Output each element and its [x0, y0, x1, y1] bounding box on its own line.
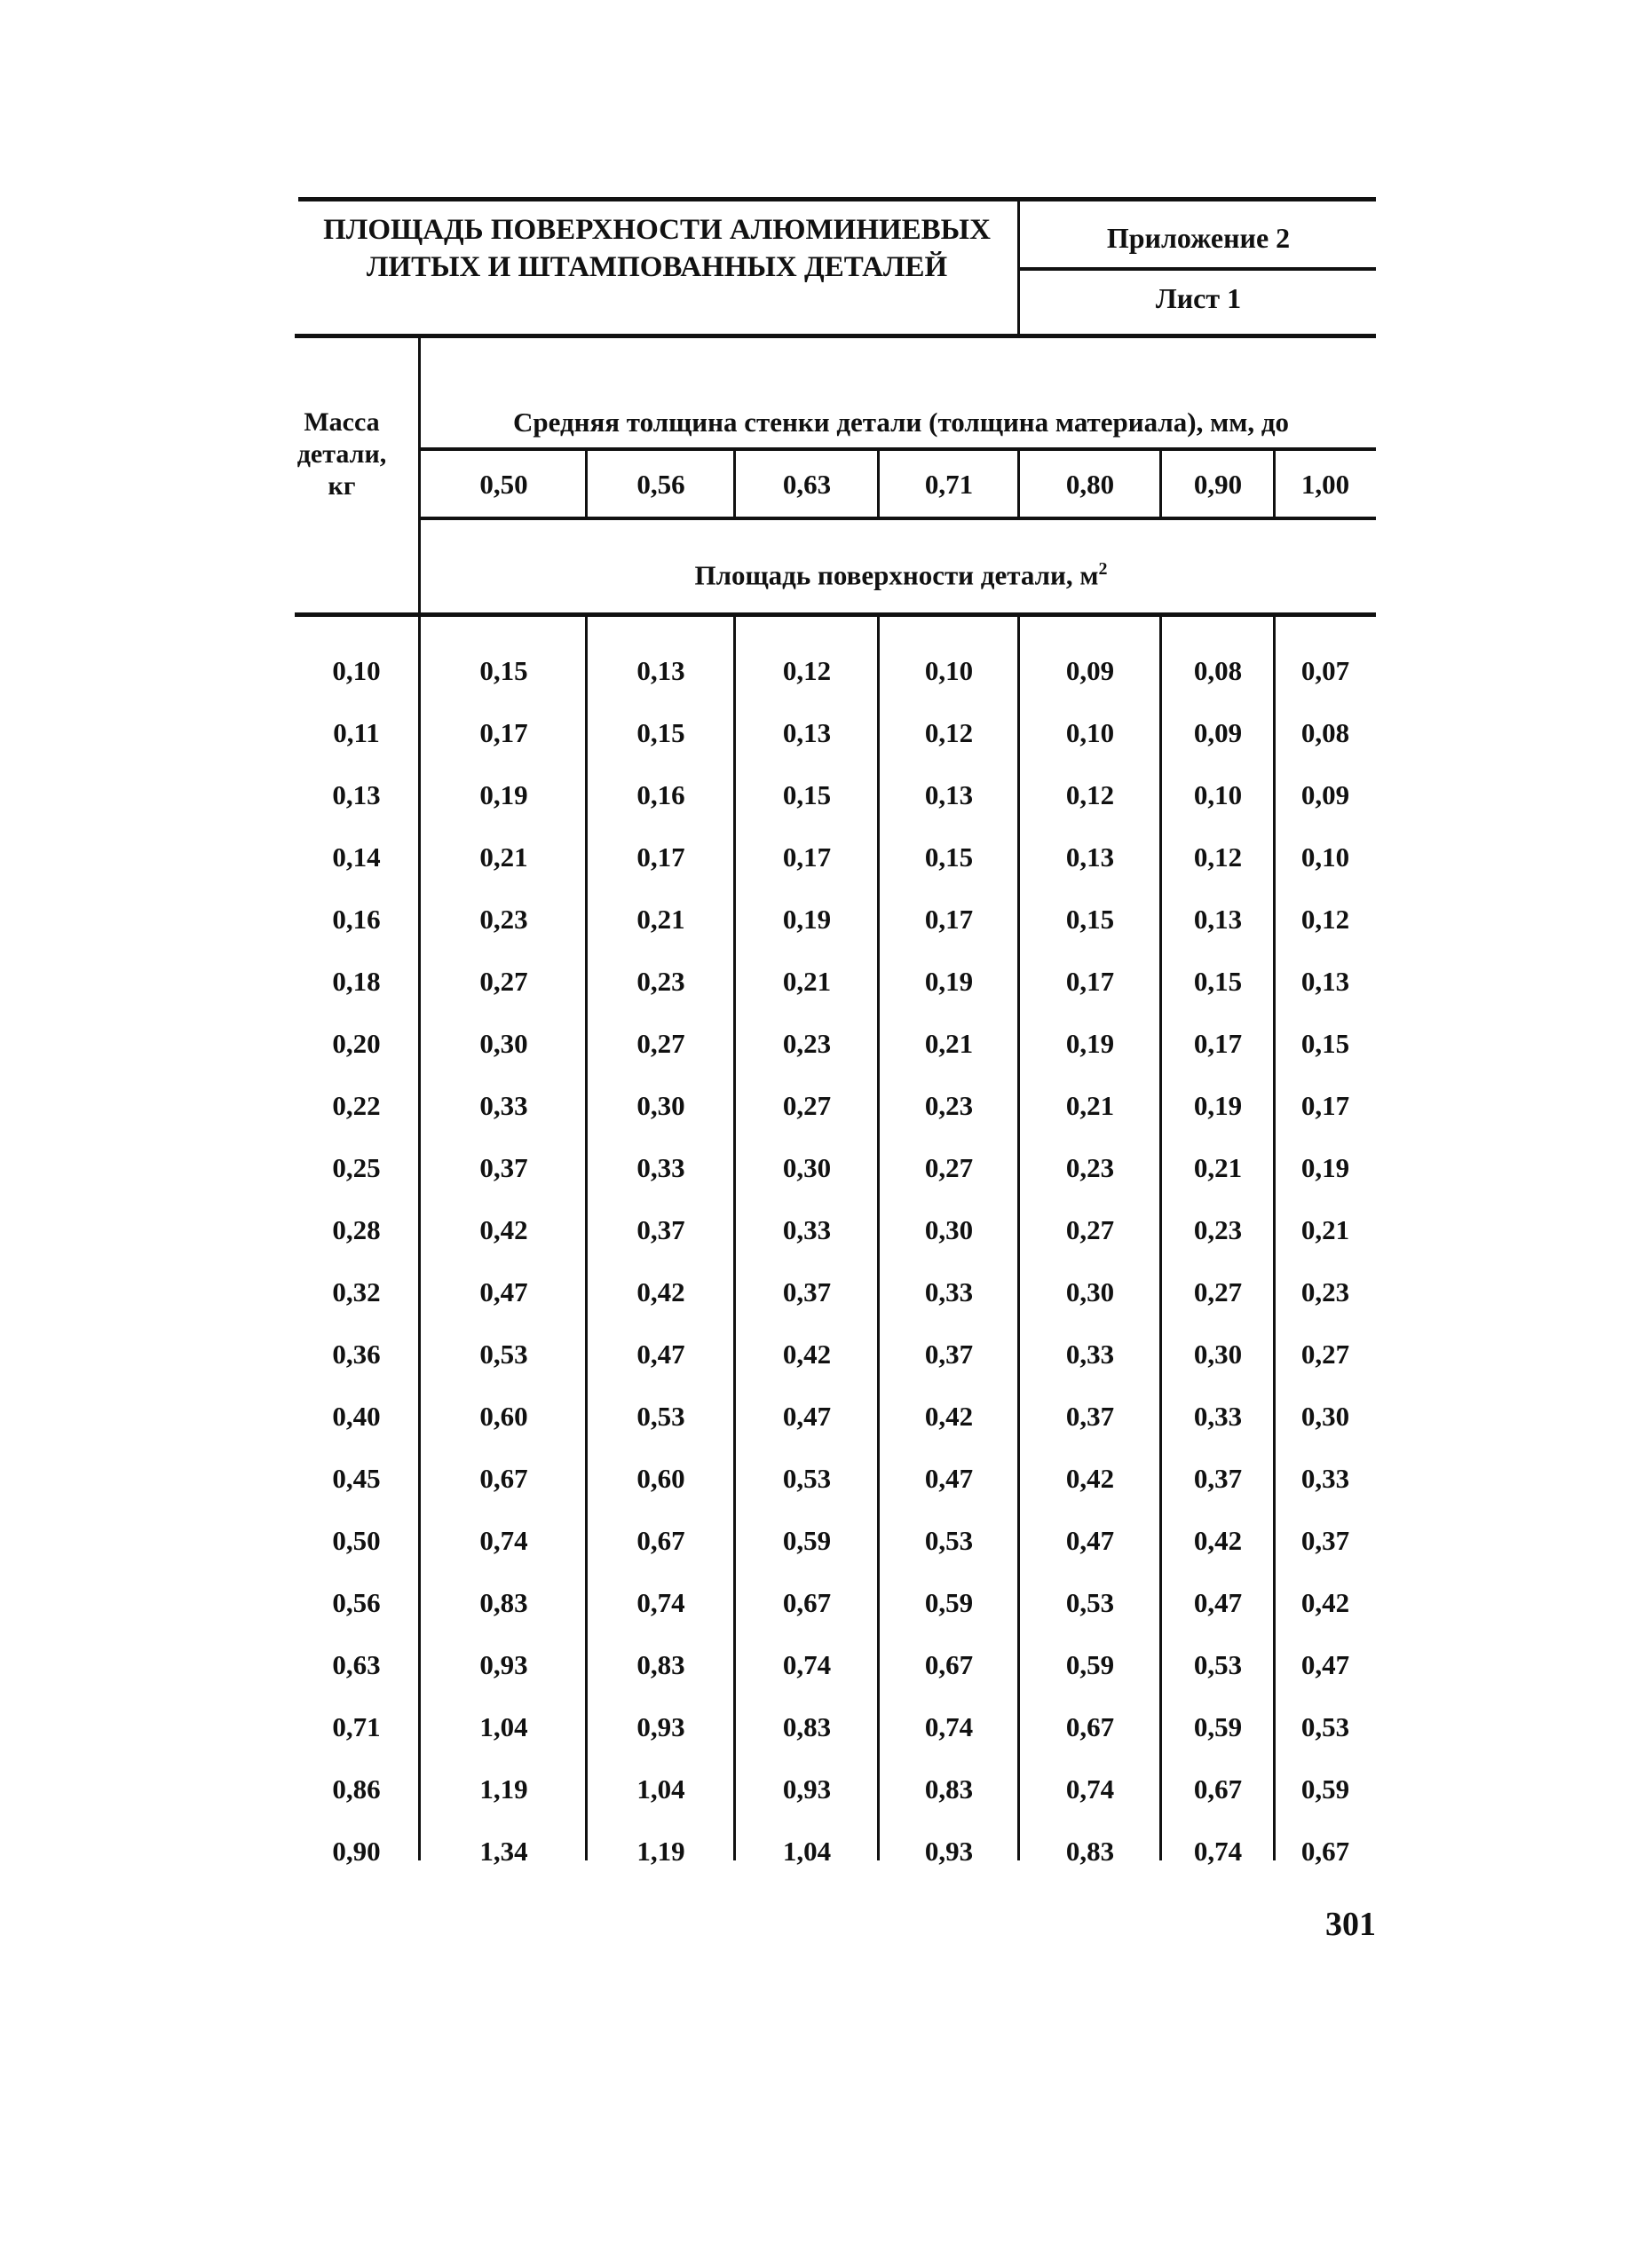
thickness-value-6: 0,90	[1193, 469, 1243, 500]
area-cell: 0,19	[1300, 1152, 1350, 1183]
thickness-value-3: 0,63	[782, 469, 832, 500]
area-cell: 0,93	[924, 1836, 974, 1867]
area-cell: 0,17	[924, 904, 974, 935]
area-cell: 0,08	[1193, 655, 1243, 686]
title-line-1: ПЛОЩАДЬ ПОВЕРХНОСТИ АЛЮМИНИЕВЫХ	[323, 214, 991, 246]
area-cell: 0,37	[1065, 1401, 1115, 1432]
page-number: 301	[1325, 1906, 1376, 1943]
area-cell: 0,15	[479, 655, 528, 686]
area-cell: 0,15	[782, 779, 832, 810]
area-cell: 0,30	[479, 1028, 528, 1059]
area-cell: 0,23	[1193, 1214, 1243, 1245]
title-line-2: ЛИТЫХ И ШТАМПОВАННЫХ ДЕТАЛЕЙ	[366, 251, 948, 283]
area-cell: 0,21	[924, 1028, 974, 1059]
area-cell: 0,83	[479, 1587, 528, 1618]
area-cell: 0,17	[1065, 966, 1115, 997]
mass-cell: 0,14	[332, 841, 381, 873]
area-cell: 0,53	[924, 1525, 974, 1556]
thickness-cell-divider	[1273, 449, 1276, 518]
area-cell: 0,15	[1300, 1028, 1350, 1059]
area-cell: 0,67	[636, 1525, 685, 1556]
sheet-label: Лист 1	[1155, 282, 1242, 314]
table-header-bottom-rule	[295, 612, 1376, 617]
area-cell: 0,21	[1193, 1152, 1243, 1183]
area-cell: 0,53	[1193, 1649, 1243, 1680]
thickness-value-1: 0,50	[479, 469, 528, 500]
thickness-cell-divider	[733, 449, 736, 518]
mass-cell: 0,22	[332, 1090, 381, 1121]
area-cell: 0,23	[1065, 1152, 1115, 1183]
area-cell: 0,13	[924, 779, 974, 810]
area-cell: 0,15	[636, 717, 685, 748]
area-cell: 0,83	[782, 1711, 832, 1742]
area-cell: 0,42	[1065, 1463, 1115, 1494]
area-cell: 0,13	[1193, 904, 1243, 935]
area-cell: 0,19	[479, 779, 528, 810]
area-cell: 0,21	[1300, 1214, 1350, 1245]
area-cell: 0,59	[924, 1587, 974, 1618]
area-cell: 0,07	[1300, 655, 1350, 686]
area-cell: 0,59	[782, 1525, 832, 1556]
area-cell: 1,34	[479, 1836, 528, 1867]
area-cell: 0,17	[636, 841, 685, 873]
area-cell: 0,42	[479, 1214, 528, 1245]
appendix-label: Приложение 2	[1106, 222, 1291, 254]
area-cell: 0,30	[1065, 1276, 1115, 1307]
area-cell: 0,74	[1065, 1773, 1115, 1805]
area-cell: 0,27	[782, 1090, 832, 1121]
area-cell: 0,33	[1065, 1339, 1115, 1370]
area-cell: 0,13	[636, 655, 685, 686]
area-cell: 0,27	[1300, 1339, 1350, 1370]
area-cell: 0,53	[636, 1401, 685, 1432]
area-cell: 0,12	[1300, 904, 1350, 935]
thickness-cell-divider	[877, 449, 880, 518]
area-cell: 0,30	[924, 1214, 974, 1245]
area-cell: 0,93	[479, 1649, 528, 1680]
area-cell: 0,27	[479, 966, 528, 997]
area-cell: 0,74	[479, 1525, 528, 1556]
mass-cell: 0,32	[332, 1276, 381, 1307]
area-cell: 0,10	[1193, 779, 1243, 810]
mass-column-header	[275, 407, 408, 502]
area-cell: 0,67	[924, 1649, 974, 1680]
area-cell: 0,30	[782, 1152, 832, 1183]
appendix-sheet-rule	[1017, 267, 1376, 271]
area-cell: 0,67	[782, 1587, 832, 1618]
area-cell: 0,17	[1300, 1090, 1350, 1121]
area-cell: 0,13	[1300, 966, 1350, 997]
mass-cell: 0,13	[332, 779, 381, 810]
header-divider	[1017, 197, 1020, 336]
area-cell: 0,30	[1193, 1339, 1243, 1370]
area-cell: 0,42	[924, 1401, 974, 1432]
thickness-cell-divider	[1017, 449, 1020, 518]
area-cell: 0,53	[479, 1339, 528, 1370]
thickness-value-4: 0,71	[924, 469, 974, 500]
area-cell: 0,53	[1065, 1587, 1115, 1618]
area-cell: 0,42	[1193, 1525, 1243, 1556]
area-cell: 0,83	[924, 1773, 974, 1805]
area-cell: 0,30	[1300, 1401, 1350, 1432]
area-cell: 0,42	[636, 1276, 685, 1307]
area-cell: 0,74	[1193, 1836, 1243, 1867]
mass-header-line-1: Масса	[304, 407, 380, 437]
area-cell: 0,47	[1193, 1587, 1243, 1618]
area-cell: 0,27	[1065, 1214, 1115, 1245]
area-cell: 0,67	[479, 1463, 528, 1494]
area-cell: 0,10	[1300, 841, 1350, 873]
area-cell: 0,33	[924, 1276, 974, 1307]
area-cell: 0,12	[782, 655, 832, 686]
area-cell: 0,37	[479, 1152, 528, 1183]
area-cell: 0,74	[924, 1711, 974, 1742]
area-cell: 0,59	[1065, 1649, 1115, 1680]
area-cell: 0,47	[1065, 1525, 1115, 1556]
mass-cell: 0,90	[332, 1836, 381, 1867]
area-cell: 0,21	[479, 841, 528, 873]
area-cell: 0,53	[782, 1463, 832, 1494]
mass-header-line-3: кг	[328, 471, 356, 501]
document-title	[306, 211, 1008, 286]
area-cell: 0,17	[1193, 1028, 1243, 1059]
area-cell: 0,23	[924, 1090, 974, 1121]
thickness-value-2: 0,56	[636, 469, 685, 500]
area-cell: 0,23	[636, 966, 685, 997]
area-cell: 0,10	[924, 655, 974, 686]
thickness-bottom-rule	[418, 517, 1376, 520]
area-cell: 0,59	[1300, 1773, 1350, 1805]
mass-cell: 0,11	[333, 717, 380, 748]
area-cell: 1,04	[782, 1836, 832, 1867]
mass-cell: 0,40	[332, 1401, 381, 1432]
area-cell: 0,33	[782, 1214, 832, 1245]
area-cell: 0,37	[1300, 1525, 1350, 1556]
area-cell: 0,08	[1300, 717, 1350, 748]
mass-cell: 0,86	[332, 1773, 381, 1805]
header-top-rule	[298, 197, 1376, 201]
mass-cell: 0,20	[332, 1028, 381, 1059]
area-cell: 0,47	[924, 1463, 974, 1494]
area-cell: 0,15	[1065, 904, 1115, 935]
area-cell: 0,93	[636, 1711, 685, 1742]
area-cell: 0,15	[1193, 966, 1243, 997]
area-cell: 0,09	[1300, 779, 1350, 810]
area-cell: 0,13	[782, 717, 832, 748]
thickness-value-7: 1,00	[1300, 469, 1350, 500]
area-cell: 0,60	[479, 1401, 528, 1432]
area-cell: 0,19	[924, 966, 974, 997]
area-cell: 0,09	[1193, 717, 1243, 748]
area-cell: 0,21	[782, 966, 832, 997]
area-cell: 0,93	[782, 1773, 832, 1805]
area-cell: 0,37	[782, 1276, 832, 1307]
mass-cell: 0,28	[332, 1214, 381, 1245]
mass-cell: 0,36	[332, 1339, 381, 1370]
thickness-header: Средняя толщина стенки детали (толщина материала), мм, до	[512, 407, 1290, 438]
mass-cell: 0,71	[332, 1711, 381, 1742]
area-cell: 0,33	[479, 1090, 528, 1121]
mass-cell: 0,10	[332, 655, 381, 686]
area-cell: 0,67	[1300, 1836, 1350, 1867]
area-cell: 0,74	[782, 1649, 832, 1680]
area-cell: 0,42	[1300, 1587, 1350, 1618]
area-cell: 0,13	[1065, 841, 1115, 873]
table-top-rule	[295, 334, 1376, 338]
area-cell: 0,27	[636, 1028, 685, 1059]
area-cell: 0,15	[924, 841, 974, 873]
area-cell: 1,04	[479, 1711, 528, 1742]
area-cell: 0,33	[636, 1152, 685, 1183]
mass-cell: 0,18	[332, 966, 381, 997]
area-cell: 0,67	[1193, 1773, 1243, 1805]
area-cell: 0,27	[1193, 1276, 1243, 1307]
area-cell: 0,12	[924, 717, 974, 748]
area-header: Площадь поверхности детали, $м^2$	[694, 559, 1108, 591]
mass-header-line-2: детали,	[296, 439, 387, 469]
area-cell: 0,59	[1193, 1711, 1243, 1742]
area-cell: 0,10	[1065, 717, 1115, 748]
area-cell: 0,60	[636, 1463, 685, 1494]
area-cell: 0,53	[1300, 1711, 1350, 1742]
area-cell: 0,83	[636, 1649, 685, 1680]
area-cell: 0,47	[479, 1276, 528, 1307]
area-cell: 0,23	[782, 1028, 832, 1059]
mass-cell: 0,25	[332, 1152, 381, 1183]
area-cell: 0,37	[1193, 1463, 1243, 1494]
area-cell: 0,33	[1300, 1463, 1350, 1494]
area-cell: 0,33	[1193, 1401, 1243, 1432]
area-cell: 0,21	[1065, 1090, 1115, 1121]
mass-cell: 0,50	[332, 1525, 381, 1556]
area-cell: 0,47	[782, 1401, 832, 1432]
area-cell: 0,27	[924, 1152, 974, 1183]
area-cell: 1,19	[636, 1836, 685, 1867]
area-cell: 0,16	[636, 779, 685, 810]
mass-cell: 0,63	[332, 1649, 381, 1680]
mass-cell: 0,16	[332, 904, 381, 935]
area-cell: 0,19	[1193, 1090, 1243, 1121]
area-cell: 0,12	[1065, 779, 1115, 810]
area-cell: 0,17	[479, 717, 528, 748]
mass-cell: 0,56	[332, 1587, 381, 1618]
area-cell: 0,17	[782, 841, 832, 873]
thickness-value-5: 0,80	[1065, 469, 1115, 500]
area-cell: 0,47	[1300, 1649, 1350, 1680]
area-cell: 0,23	[1300, 1276, 1350, 1307]
thickness-top-rule	[418, 447, 1376, 451]
area-cell: 1,04	[636, 1773, 685, 1805]
area-cell: 0,47	[636, 1339, 685, 1370]
area-cell: 0,12	[1193, 841, 1243, 873]
area-cell: 0,83	[1065, 1836, 1115, 1867]
area-cell: 0,23	[479, 904, 528, 935]
thickness-cell-divider	[585, 449, 588, 518]
area-cell: 0,37	[636, 1214, 685, 1245]
area-cell: 0,30	[636, 1090, 685, 1121]
area-cell: 0,37	[924, 1339, 974, 1370]
area-cell: 1,19	[479, 1773, 528, 1805]
area-cell: 0,67	[1065, 1711, 1115, 1742]
area-cell: 0,19	[1065, 1028, 1115, 1059]
area-cell: 0,21	[636, 904, 685, 935]
mass-cell: 0,45	[332, 1463, 381, 1494]
area-cell: 0,19	[782, 904, 832, 935]
area-cell: 0,74	[636, 1587, 685, 1618]
thickness-cell-divider	[1159, 449, 1162, 518]
area-cell: 0,42	[782, 1339, 832, 1370]
area-cell: 0,09	[1065, 655, 1115, 686]
